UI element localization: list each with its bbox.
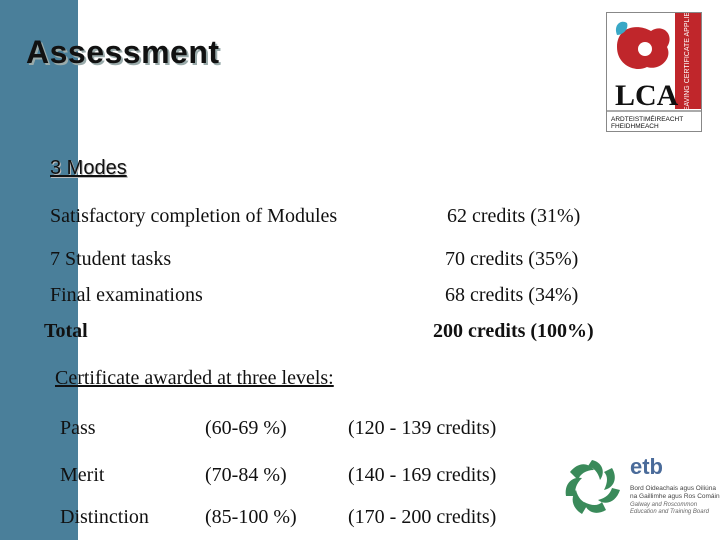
mode-label-modules: Satisfactory completion of Modules bbox=[50, 205, 338, 227]
level-name-merit: Merit bbox=[60, 464, 105, 486]
level-name-pass: Pass bbox=[60, 417, 96, 439]
lca-bottom-text-2: FHEIDHMEACH bbox=[611, 123, 659, 130]
mode-value-total: 200 credits (100%) bbox=[433, 320, 594, 342]
lca-bottom-text-1: ARDTEISTIMÉIREACHT bbox=[611, 116, 684, 123]
etb-text-3: Galway and Roscommon bbox=[630, 502, 698, 508]
level-percent-pass: (60-69 %) bbox=[205, 417, 287, 439]
level-percent-distinction: (85-100 %) bbox=[205, 506, 297, 528]
mode-label-tasks: 7 Student tasks bbox=[50, 248, 172, 270]
mode-label-exams: Final examinations bbox=[50, 284, 203, 306]
level-percent-merit: (70-84 %) bbox=[205, 464, 287, 486]
lca-logo-graphic bbox=[607, 13, 701, 131]
etb-text-4: Education and Training Board bbox=[630, 509, 709, 515]
lca-logo bbox=[606, 12, 702, 132]
level-credits-distinction: (170 - 200 credits) bbox=[348, 506, 497, 528]
etb-mark: etb bbox=[630, 454, 663, 479]
slide-title: Assessment bbox=[26, 34, 220, 70]
mode-label-total: Total bbox=[44, 320, 88, 342]
etb-text-2: na Gaillimhe agus Ros Comáin bbox=[630, 493, 720, 500]
mode-value-exams: 68 credits (34%) bbox=[445, 284, 579, 306]
modes-heading: 3 Modes bbox=[50, 157, 127, 179]
etb-text-1: Bord Oideachais agus Oiliúna bbox=[630, 485, 716, 492]
lca-mark: LCA bbox=[615, 79, 679, 112]
level-credits-pass: (120 - 139 credits) bbox=[348, 417, 497, 439]
level-name-distinction: Distinction bbox=[60, 506, 149, 528]
level-credits-merit: (140 - 169 credits) bbox=[348, 464, 497, 486]
lca-side-text: LEAVING CERTIFICATE APPLIED bbox=[684, 13, 691, 116]
levels-heading: Certificate awarded at three levels: bbox=[55, 367, 334, 389]
mode-value-tasks: 70 credits (35%) bbox=[445, 248, 579, 270]
etb-logo-graphic bbox=[560, 452, 720, 532]
mode-value-modules: 62 credits (31%) bbox=[447, 205, 581, 227]
etb-logo bbox=[560, 452, 720, 532]
